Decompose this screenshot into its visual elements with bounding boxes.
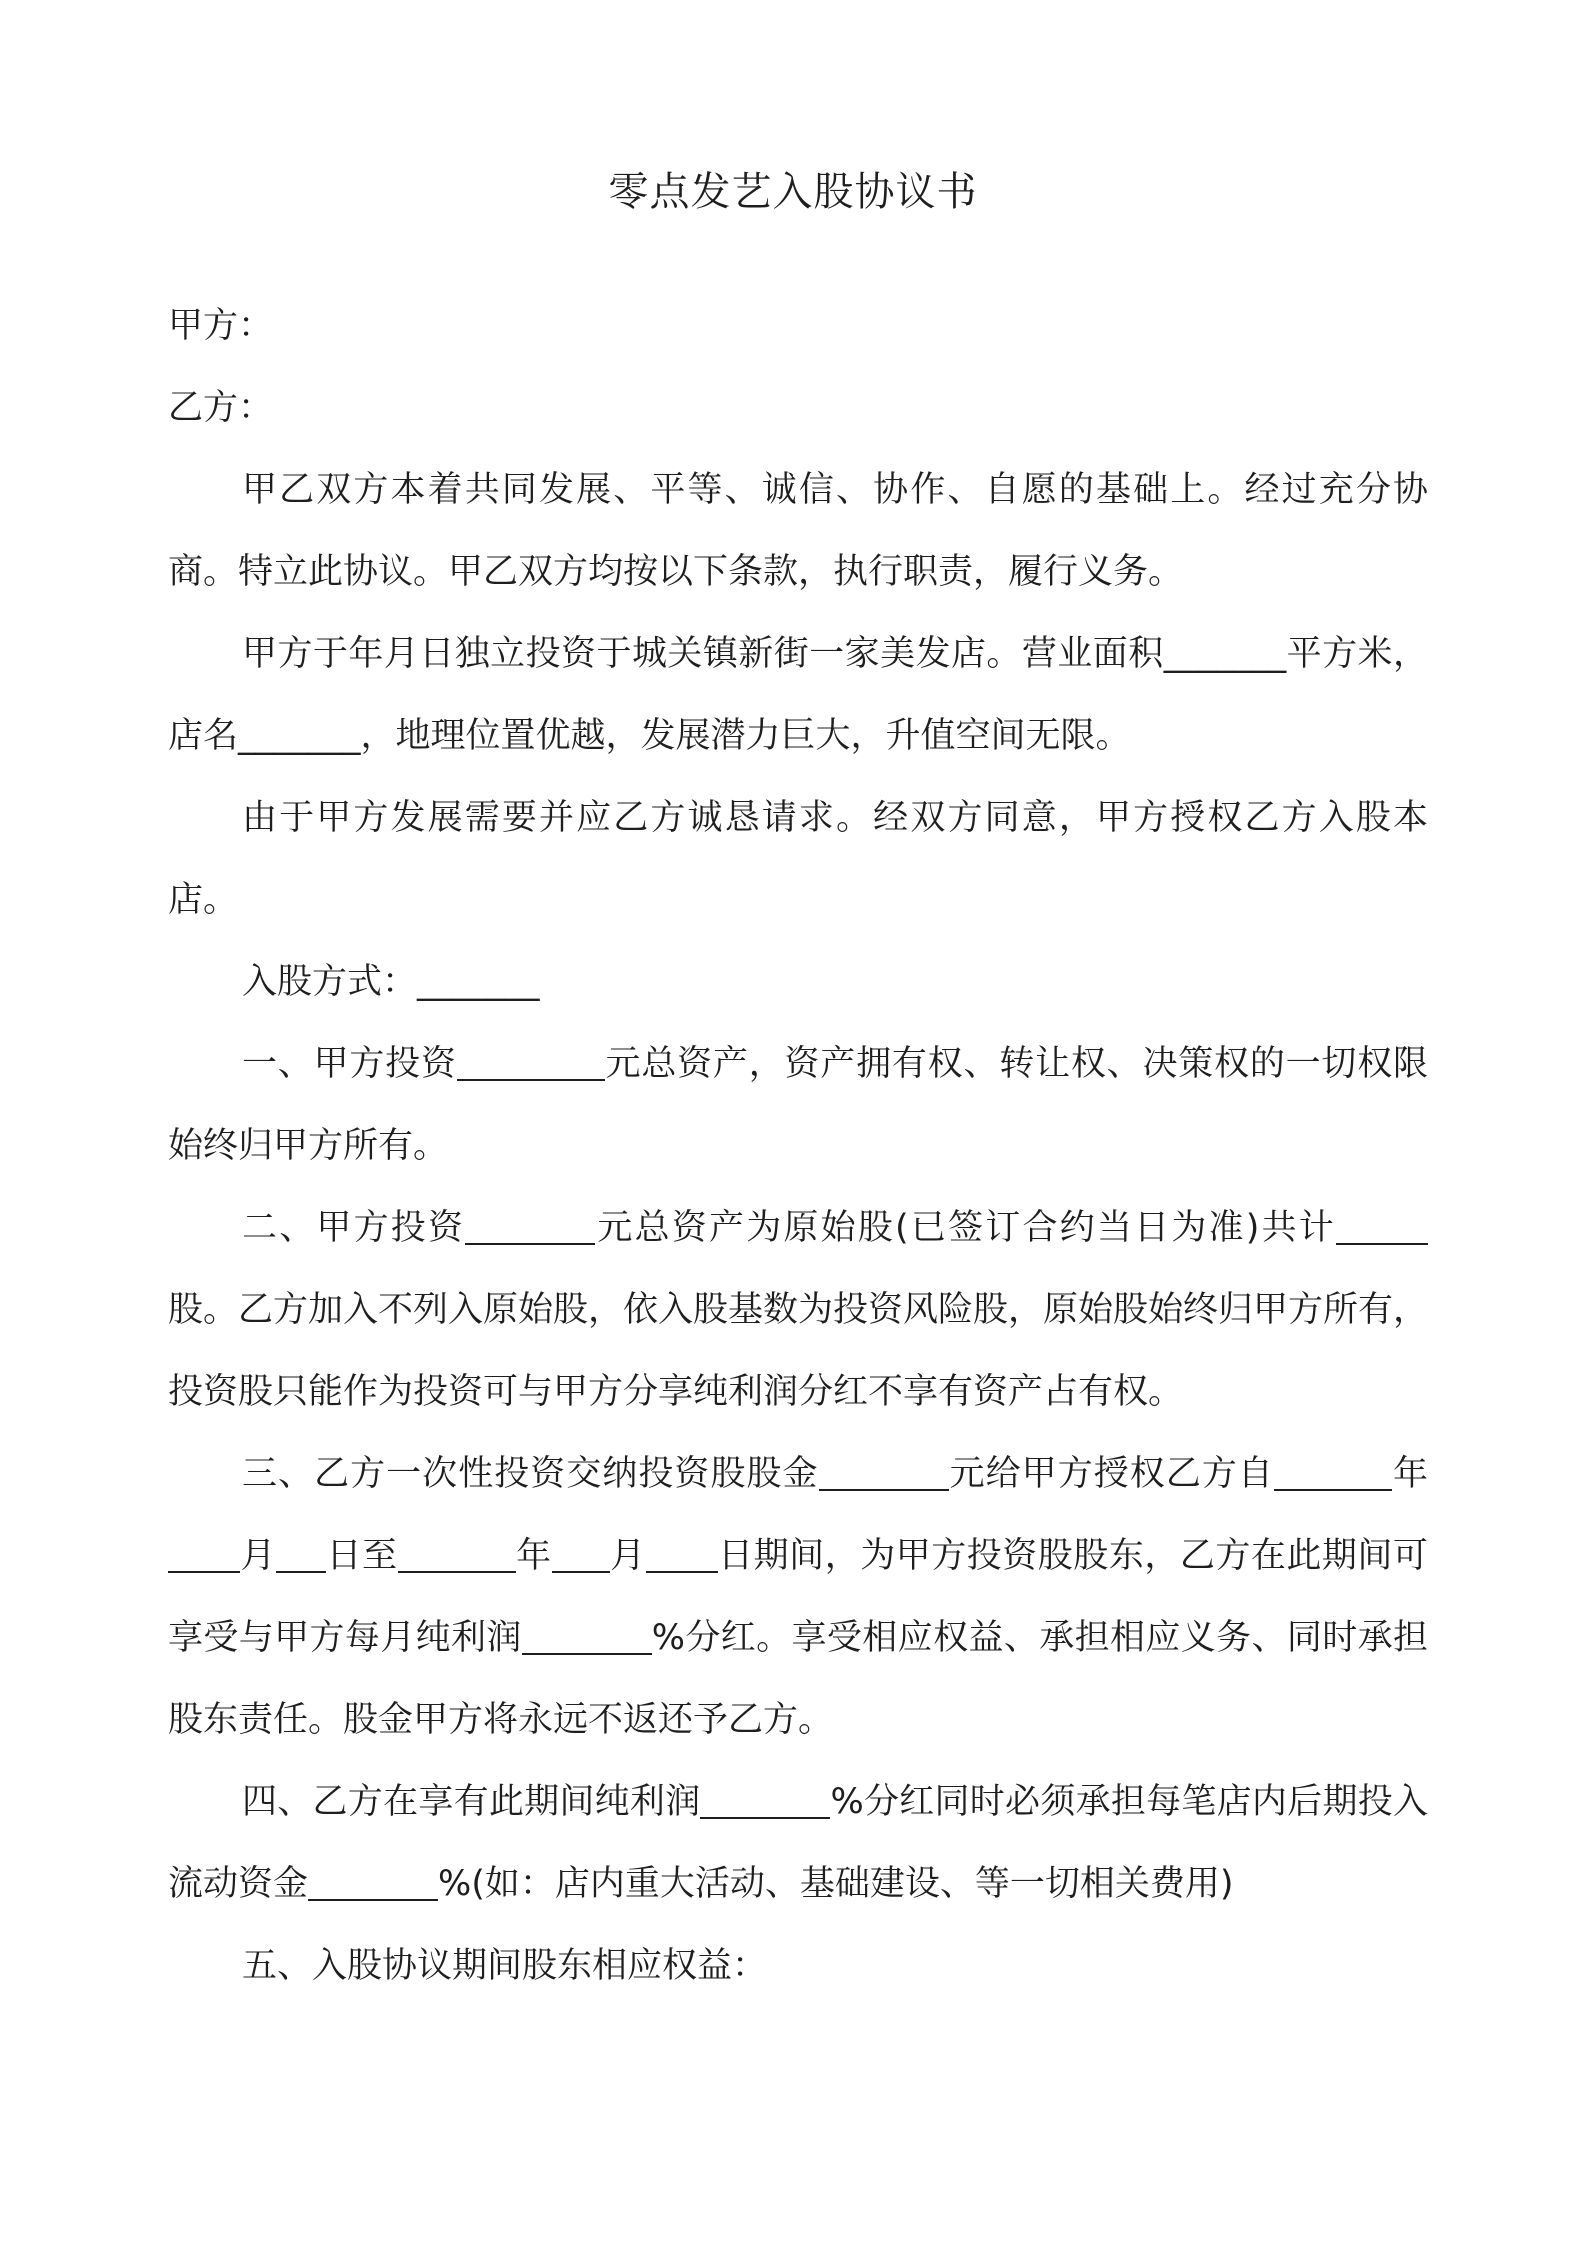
original-assets-blank [465,1203,595,1245]
clause-2 [168,1187,1428,1433]
clause-4-text-b: %分红同时必须承担每笔店内后期投入流动资金 [168,1782,1428,1904]
clause-3 [168,1433,1428,1761]
clause-3-text-a: 三、乙方一次性投资交纳投资股股金 [242,1454,819,1494]
end-month-label: 月 [609,1536,646,1576]
method-line [168,941,1428,1023]
start-year-label: 年 [1391,1454,1428,1494]
start-month-blank [168,1531,240,1573]
party-b-line: 乙方： [168,388,274,428]
share-payment-blank [819,1449,949,1491]
clause-1-text-a: 一、甲方投资 [242,1044,457,1084]
clause-3-text-c: 日期间，为甲方投资股股东，乙方在此期间可享受与甲方每月纯利润 [168,1536,1428,1658]
investment-blank [457,1039,605,1081]
clause-1 [168,1023,1428,1187]
clause-4-text-c: %(如：店内重大活动、基础建设、等一切相关费用) [438,1864,1234,1904]
party-a-line: 甲方： [168,306,274,346]
clause-3-text-b: 元给甲方授权乙方自 [948,1454,1274,1494]
capital-percent-blank [308,1859,438,1901]
start-year-prefix-blank [1274,1449,1392,1491]
end-month-blank [552,1531,610,1573]
day-to-label: 日至 [326,1536,398,1576]
end-year-label: 年 [515,1536,552,1576]
dividend-percent-blank [522,1613,652,1655]
clause-2-text-a: 二、甲方投资 [242,1208,466,1248]
background-paragraph-1 [168,613,1428,777]
background-text-3: ，地理位置优越，发展潜力巨大，升值空间无限。 [360,716,1131,756]
clause-4-text-a: 四、乙方在享有此期间纯利润 [242,1782,701,1822]
background-text-1: 甲方于年月日独立投资于城关镇新街一家美发店。营业面积 [242,634,1164,674]
clause-2-text-c: 股。乙方加入不列入原始股，依入股基数为投资风险股，原始股始终归甲方所有，投资股只能作为投资可与甲方分享纯利润分红不享有资产占有权。 [168,1290,1429,1412]
start-day-blank [276,1531,326,1573]
document-body [168,285,1428,2007]
intro-paragraph: 甲乙双方本着共同发展、平等、诚信、协作、自愿的基础上。经过充分协商。特立此协议。甲乙双方均按以下条款，执行职责，履行义务。 [168,470,1428,592]
share-count-blank [1336,1203,1428,1245]
method-blank: _______ [417,962,540,1002]
end-year-blank [398,1531,516,1573]
background-paragraph-2: 由于甲方发展需要并应乙方诚恳请求。经双方同意，甲方授权乙方入股本店。 [168,798,1428,920]
document-title: 零点发艺入股协议书 [608,169,978,215]
end-day-blank [646,1531,718,1573]
shop-name-blank: _______ [238,716,361,756]
background-text-2: 平方米，店名 [168,634,1428,756]
area-blank: _______ [1163,634,1287,674]
clause-5: 五、入股协议期间股东相应权益： [242,1946,768,1986]
start-month-label: 月 [240,1536,277,1576]
clause-4 [168,1761,1428,1925]
clause-3-text-d: %分红。享受相应权益、承担相应义务、同时承担股东责任。股金甲方将永远不返还予乙方。 [168,1618,1428,1740]
profit-percent-blank [700,1777,830,1819]
clause-2-text-b: 元总资产为原始股(已签订合约当日为准)共计 [595,1208,1336,1248]
method-label: 入股方式： [242,962,418,1002]
clause-1-text-b: 元总资产，资产拥有权、转让权、决策权的一切权限始终归甲方所有。 [168,1044,1428,1166]
